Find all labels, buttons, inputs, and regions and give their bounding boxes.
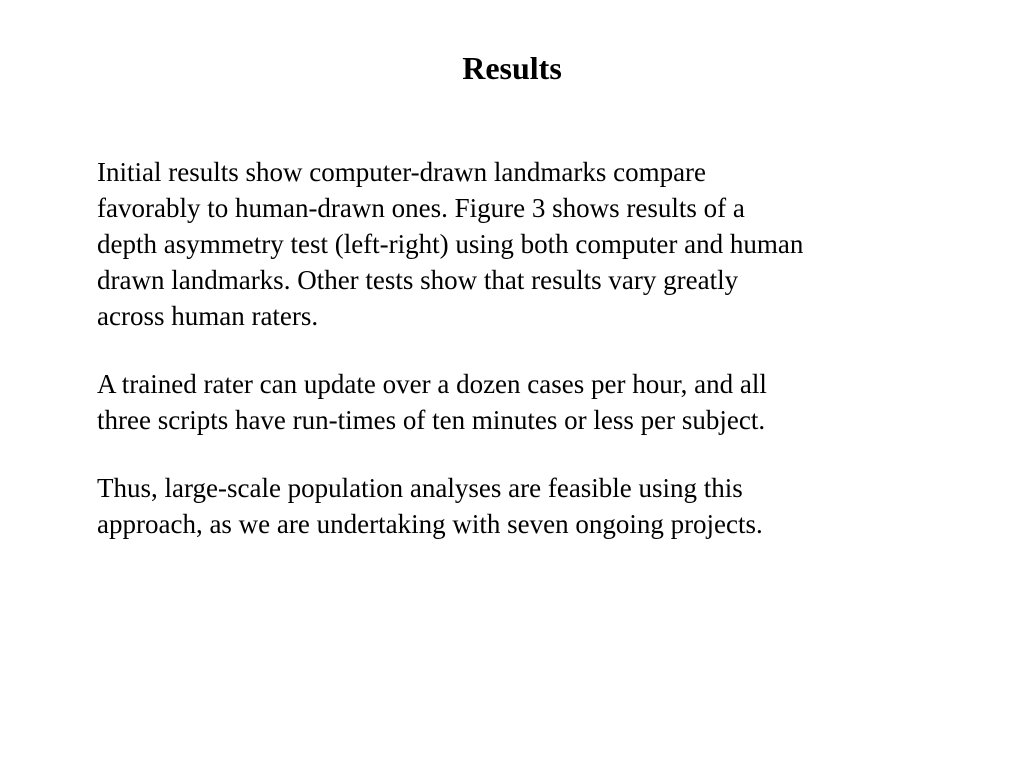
text-line: drawn landmarks. Other tests show that results vary greatly [97,265,739,295]
text-line: Thus, large-scale population analyses are feasible using this [97,473,743,503]
text-line: approach, as we are undertaking with seven ongoing projects. [97,509,763,539]
text-line: across human raters. [97,301,319,331]
slide-body [97,154,937,574]
paragraph-initial-results [97,154,937,334]
paragraph-trained-rater [97,366,937,438]
text-line: depth asymmetry test (left-right) using both computer and human [97,229,804,259]
text-line: favorably to human-drawn ones. Figure 3 shows results of a [97,193,745,223]
text-line: three scripts have run-times of ten minutes or less per subject. [97,405,766,435]
text-line: A trained rater can update over a dozen cases per hour, and all [97,369,767,399]
slide-title: Results [462,50,562,86]
paragraph-population-analyses [97,470,937,542]
text-line: Initial results show computer-drawn landmarks compare [97,157,707,187]
